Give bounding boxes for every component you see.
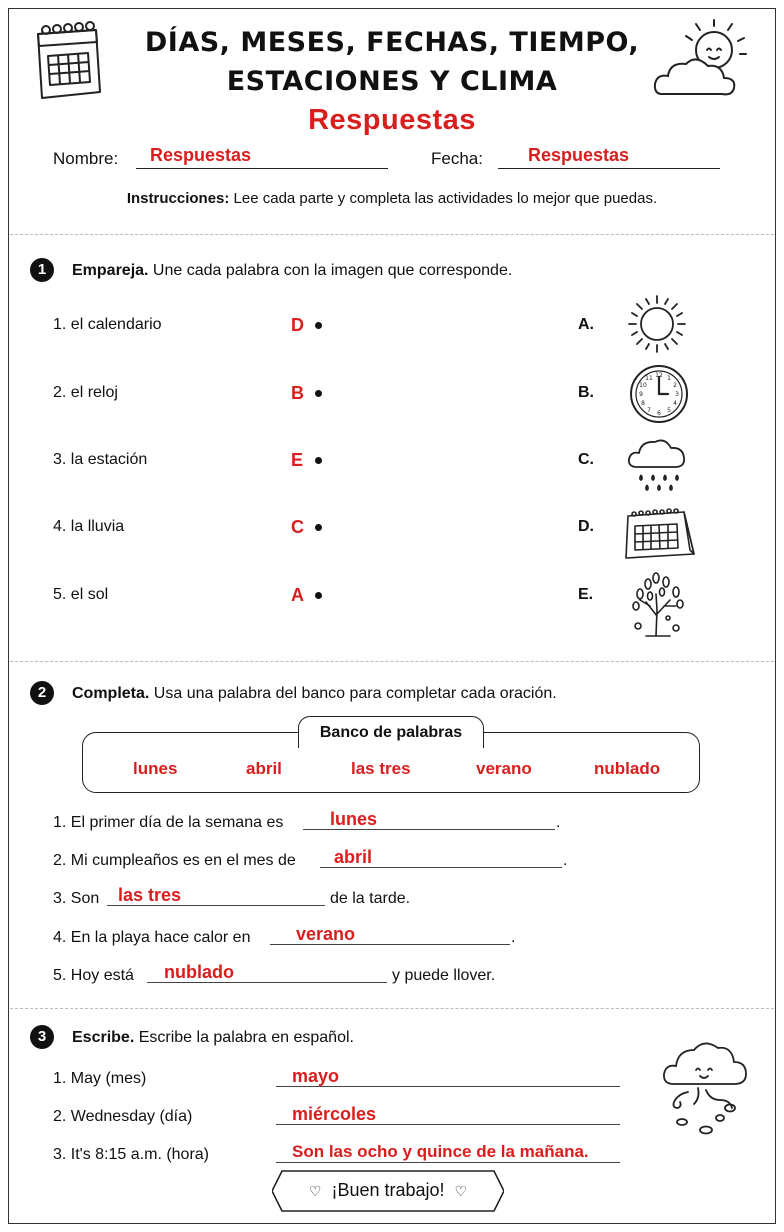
svg-text:12: 12 bbox=[655, 372, 663, 379]
name-label: Nombre: bbox=[53, 149, 119, 168]
sentence-1-end: . bbox=[556, 814, 561, 831]
sentence-4-text: 4. En la playa hace calor en bbox=[53, 929, 251, 946]
match-item-1: 1. el calendario bbox=[53, 316, 162, 333]
translate-prompt-3: 3. It's 8:15 a.m. (hora) bbox=[53, 1146, 210, 1163]
option-letter-d: D. bbox=[578, 518, 594, 535]
sentence-4-end: . bbox=[511, 929, 516, 946]
svg-text:4: 4 bbox=[673, 400, 677, 407]
subtitle: Respuestas bbox=[308, 104, 476, 136]
date-label: Fecha: bbox=[431, 149, 483, 168]
match-dot[interactable] bbox=[315, 390, 322, 397]
sentence-3-text: 3. Son bbox=[53, 890, 100, 907]
heart-icon: ♡ bbox=[454, 1183, 468, 1199]
sentence-1-answer: lunes bbox=[330, 809, 378, 829]
sentence-5-text: 5. Hoy está bbox=[53, 967, 134, 984]
translate-answer-3: Son las ocho y quince de la mañana. bbox=[292, 1142, 589, 1161]
bank-word: las tres bbox=[351, 759, 411, 778]
match-dot[interactable] bbox=[315, 457, 322, 464]
section-2-number: 2 bbox=[30, 681, 54, 705]
clock-icon[interactable] bbox=[628, 363, 690, 425]
section-1-number: 1 bbox=[30, 258, 54, 282]
section-3-heading-bold: Escribe. bbox=[72, 1029, 135, 1046]
match-answer-1: D bbox=[291, 315, 304, 335]
sentence-3-answer: las tres bbox=[118, 885, 182, 905]
svg-text:8: 8 bbox=[641, 400, 645, 407]
section-1-heading bbox=[72, 262, 512, 280]
title-line-2: ESTACIONES Y CLIMA bbox=[226, 66, 558, 97]
sentence-4-answer: verano bbox=[296, 924, 356, 944]
divider bbox=[10, 234, 774, 235]
sentence-1-text: 1. El primer día de la semana es bbox=[53, 814, 284, 831]
match-item-2: 2. el reloj bbox=[53, 384, 118, 401]
footer-banner-text bbox=[272, 1180, 504, 1201]
word-bank-title: Banco de palabras bbox=[298, 716, 484, 748]
section-1-heading-bold: Empareja. bbox=[72, 262, 149, 279]
title-line-1: DÍAS, MESES, FECHAS, TIEMPO, bbox=[144, 27, 640, 58]
match-dot[interactable] bbox=[315, 322, 322, 329]
wind-cloud-icon bbox=[660, 1034, 752, 1140]
translate-prompt-2: 2. Wednesday (día) bbox=[53, 1108, 193, 1125]
match-dot[interactable] bbox=[315, 592, 322, 599]
match-item-3: 3. la estación bbox=[53, 451, 148, 468]
bank-word: nublado bbox=[594, 759, 661, 778]
svg-text:10: 10 bbox=[639, 382, 647, 389]
match-dot[interactable] bbox=[315, 524, 322, 531]
section-1-heading-text: Une cada palabra con la imagen que corresponde. bbox=[148, 262, 513, 279]
section-3-heading-text: Escribe la palabra en español. bbox=[134, 1029, 354, 1046]
divider bbox=[10, 661, 774, 662]
calendar-icon[interactable] bbox=[622, 504, 698, 562]
section-3-number: 3 bbox=[30, 1025, 54, 1049]
bank-word: lunes bbox=[133, 759, 178, 778]
translate-answer-2: miércoles bbox=[292, 1104, 377, 1124]
translate-answer-line-3[interactable] bbox=[276, 1162, 620, 1163]
date-value: Respuestas bbox=[528, 145, 630, 165]
match-item-5: 5. el sol bbox=[53, 586, 109, 603]
sentence-5-answer: nublado bbox=[164, 962, 234, 982]
match-answer-5: A bbox=[291, 585, 304, 605]
heart-icon: ♡ bbox=[308, 1183, 322, 1199]
option-letter-b: B. bbox=[578, 384, 594, 401]
footer-banner-label: ¡Buen trabajo! bbox=[331, 1180, 445, 1200]
option-letter-c: C. bbox=[578, 451, 594, 468]
instructions bbox=[0, 190, 784, 207]
sentence-3-end: de la tarde. bbox=[330, 890, 411, 907]
bank-word: abril bbox=[246, 759, 282, 778]
sentence-2-answer: abril bbox=[334, 847, 373, 867]
tree-icon[interactable] bbox=[626, 570, 690, 640]
translate-prompt-1: 1. May (mes) bbox=[53, 1070, 147, 1087]
date-field[interactable] bbox=[498, 145, 720, 169]
sentence-2-text: 2. Mi cumpleaños es en el mes de bbox=[53, 852, 296, 869]
section-2-heading-text: Usa una palabra del banco para completar cada oración. bbox=[149, 685, 557, 702]
translate-answer-1: mayo bbox=[292, 1066, 340, 1086]
svg-text:6: 6 bbox=[657, 410, 661, 417]
match-answer-4: C bbox=[291, 517, 304, 537]
sentence-5-end: y puede llover. bbox=[392, 967, 496, 984]
section-2-heading-bold: Completa. bbox=[72, 685, 150, 702]
sun-icon[interactable] bbox=[624, 292, 690, 356]
match-answer-3: E bbox=[291, 450, 304, 470]
divider bbox=[10, 1008, 774, 1009]
bank-word: verano bbox=[476, 759, 532, 778]
instructions-label: Instrucciones: bbox=[126, 190, 230, 207]
rain-cloud-icon[interactable] bbox=[625, 433, 689, 497]
section-3-heading bbox=[72, 1029, 354, 1047]
svg-text:1: 1 bbox=[667, 375, 671, 382]
match-item-4: 4. la lluvia bbox=[53, 518, 125, 535]
option-letter-e: E. bbox=[578, 586, 594, 603]
name-field[interactable] bbox=[136, 145, 388, 169]
svg-text:11: 11 bbox=[645, 375, 653, 382]
instructions-text: Lee cada parte y completa las actividades lo mejor que puedas. bbox=[229, 190, 658, 207]
section-2-heading bbox=[72, 685, 557, 703]
svg-text:5: 5 bbox=[667, 407, 671, 414]
option-letter-a: A. bbox=[578, 316, 594, 333]
name-value: Respuestas bbox=[150, 145, 252, 165]
sentence-2-end: . bbox=[563, 852, 568, 869]
svg-text:7: 7 bbox=[647, 407, 651, 414]
match-answer-2: B bbox=[291, 383, 304, 403]
svg-text:9: 9 bbox=[639, 391, 643, 398]
svg-text:2: 2 bbox=[673, 382, 677, 389]
svg-text:3: 3 bbox=[675, 391, 679, 398]
